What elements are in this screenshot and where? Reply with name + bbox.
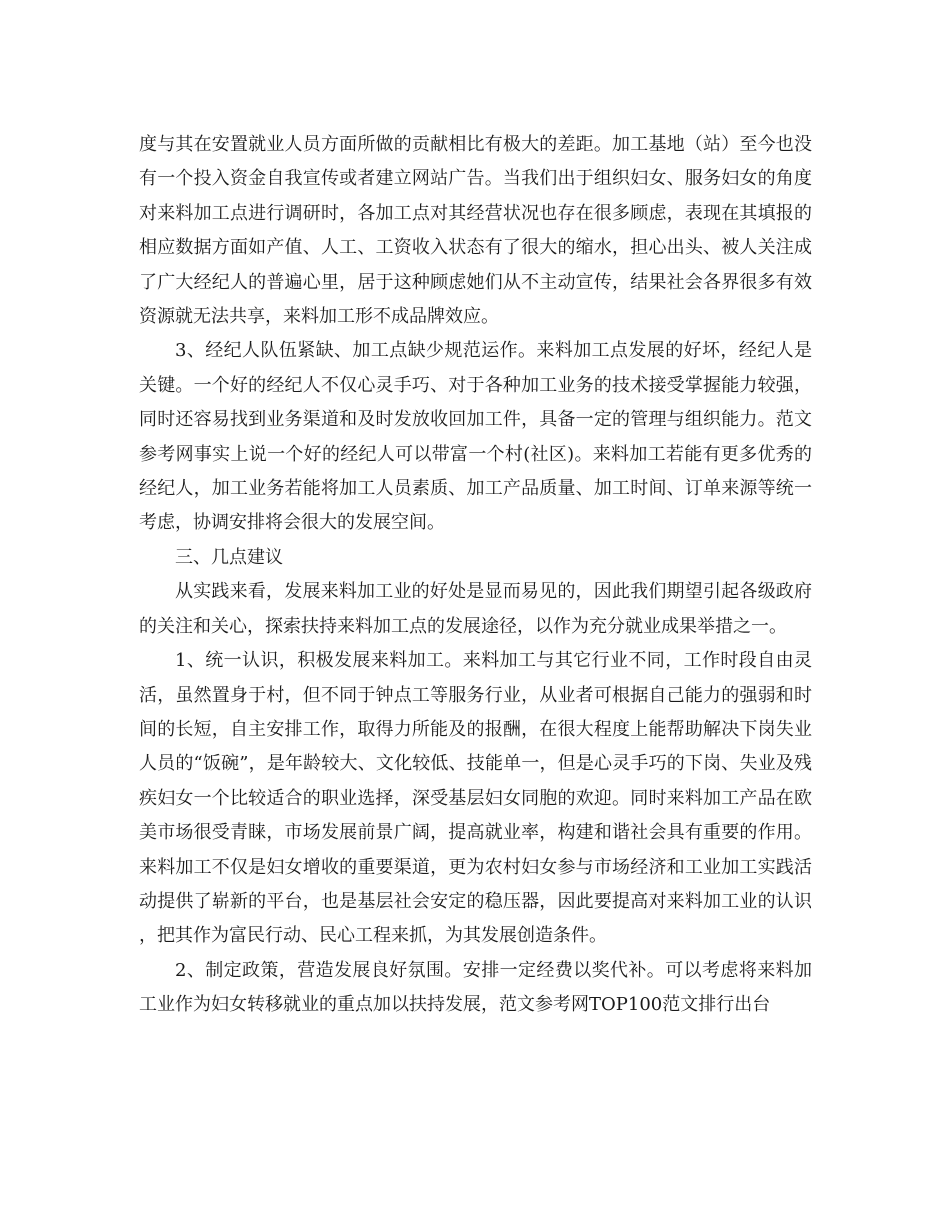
paragraph-unify-understanding: 1、统一认识，积极发展来料加工。来料加工与其它行业不同，工作时段自由灵活，虽然置身于村，但不同于钟点工等服务行业，从业者可根据自己能力的强弱和时间的长短，自主安排工作，取得力所能及的报酬，在很大程度上能帮助解决下岗失业人员的“饭碗”，是年龄较大、文化较低、技能单一，但是心灵手巧的下岗、失业及残疾妇女一个比较适合的职业选择，深受基层妇女同胞的欢迎。同时来料加工产品在欧美市场很受青睐，市场发展前景广阔，提高就业率，构建和谐社会具有重要的作用。来料加工不仅是妇女增收的重要渠道，更为农村妇女参与市场经济和工业加工实践活动提供了崭新的平台，也是基层社会安定的稳压器，因此要提高对来料加工业的认识，把其作为富民行动、民心工程来抓，为其发展创造条件。 xyxy=(139,650,812,947)
paragraph-broker-shortage: 3、经纪人队伍紧缺、加工点缺少规范运作。来料加工点发展的好坏，经纪人是关键。一个好的经纪人不仅心灵手巧、对于各种加工业务的技术接受掌握能力较强，同时还容易找到业务渠道和及时发放收回加工件，具备一定的管理与组织能力。范文参考网事实上说一个好的经纪人可以带富一个村(社区)。来料加工若能有更多优秀的经纪人，加工业务若能将加工人员素质、加工产品质量、加工时间、订单来源等统一考虑，协调安排将会很大的发展空间。 xyxy=(139,340,812,534)
paragraph-continuation: 度与其在安置就业人员方面所做的贡献相比有极大的差距。加工基地（站）至今也没有一个投入资金自我宣传或者建立网站广告。当我们出于组织妇女、服务妇女的角度对来料加工点进行调研时，各加工点对其经营状况也存在很多顾虑，表现在其填报的相应数据方面如产值、人工、工资收入状态有了很大的缩水，担心出头、被人关注成了广大经纪人的普遍心里，居于这种顾虑她们从不主动宣传，结果社会各界很多有效资源就无法共享，来料加工形不成品牌效应。 xyxy=(139,134,812,328)
document-body xyxy=(139,128,812,1023)
section-heading-suggestions: 三、几点建议 xyxy=(175,546,283,568)
paragraph-policy: 2、制定政策，营造发展良好氛围。安排一定经费以奖代补。可以考虑将来料加工业作为妇女转移就业的重点加以扶持发展，范文参考网TOP100范文排行出台 xyxy=(139,959,812,1016)
paragraph-practice-intro: 从实践来看，发展来料加工业的好处是显而易见的，因此我们期望引起各级政府的关注和关心，探索扶持来料加工点的发展途径，以作为充分就业成果举措之一。 xyxy=(139,581,812,637)
